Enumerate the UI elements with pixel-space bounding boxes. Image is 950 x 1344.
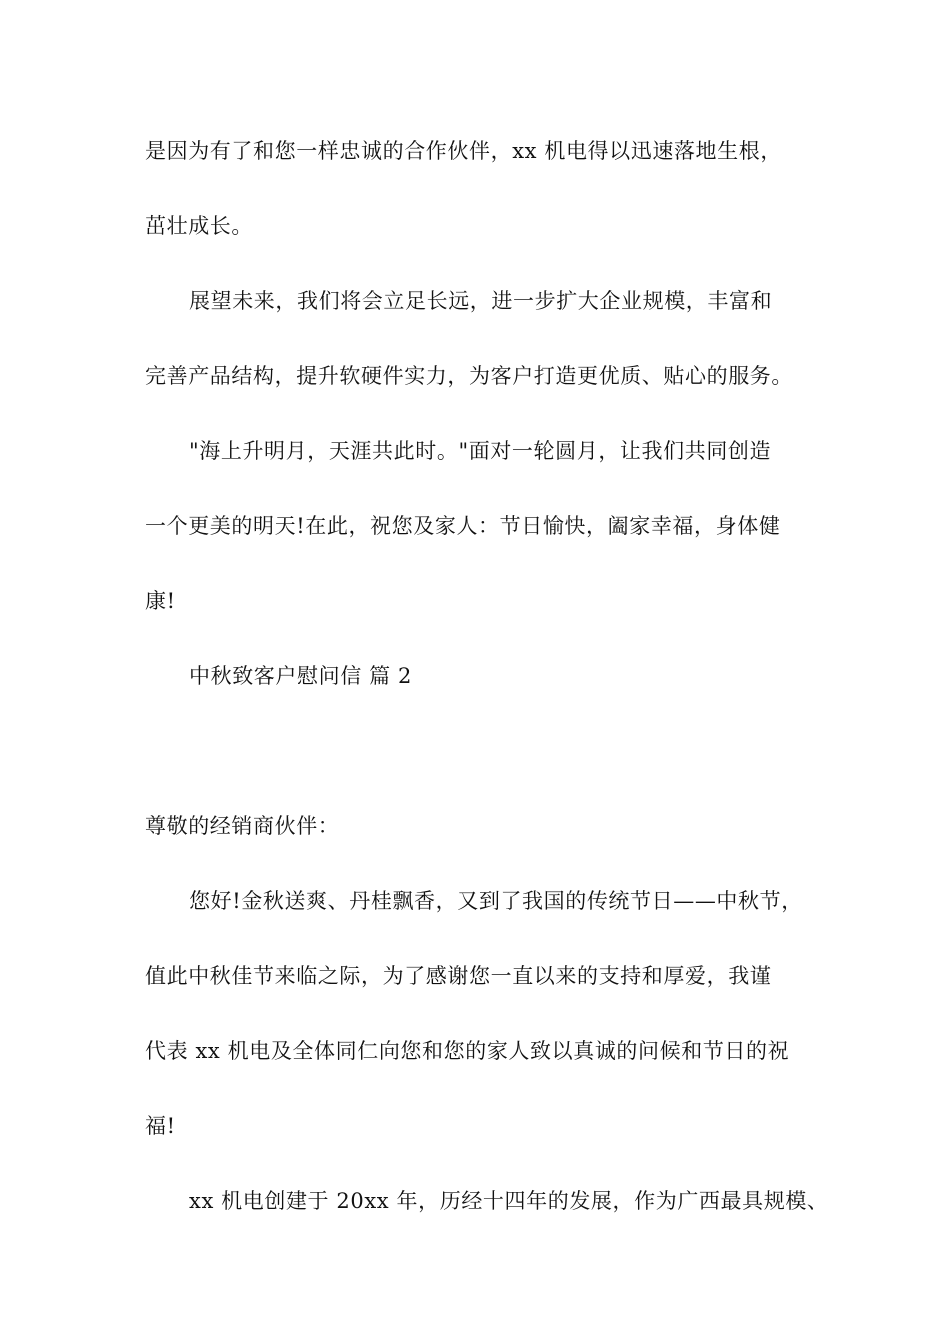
paragraph-line: xx 机电创建于 20xx 年，历经十四年的发展，作为广西最具规模、: [189, 1189, 829, 1213]
salutation: 尊敬的经销商伙伴：: [145, 814, 340, 838]
paragraph-line: 代表 xx 机电及全体同仁向您和您的家人致以真诚的问候和节日的祝: [145, 1039, 790, 1063]
paragraph-line: 您好!金秋送爽、丹桂飘香，又到了我国的传统节日——中秋节，: [189, 889, 803, 913]
paragraph-line: 展望未来，我们将会立足长远，进一步扩大企业规模，丰富和: [189, 289, 773, 313]
paragraph-line: 康!: [145, 589, 176, 613]
paragraph-line: 是因为有了和您一样忠诚的合作伙伴，xx 机电得以迅速落地生根，: [145, 139, 782, 163]
paragraph-line: 一个更美的明天!在此，祝您及家人：节日愉快，阖家幸福，身体健: [145, 514, 781, 538]
section-heading: 中秋致客户慰问信 篇 2: [189, 664, 412, 688]
paragraph-line: 完善产品结构，提升软硬件实力，为客户打造更优质、贴心的服务。: [145, 364, 793, 388]
paragraph-line: 福!: [145, 1114, 176, 1138]
paragraph-line: "海上升明月，天涯共此时。"面对一轮圆月，让我们共同创造: [189, 439, 772, 463]
paragraph-line: 茁壮成长。: [145, 214, 253, 238]
paragraph-line: 值此中秋佳节来临之际，为了感谢您一直以来的支持和厚爱，我谨: [145, 964, 772, 988]
